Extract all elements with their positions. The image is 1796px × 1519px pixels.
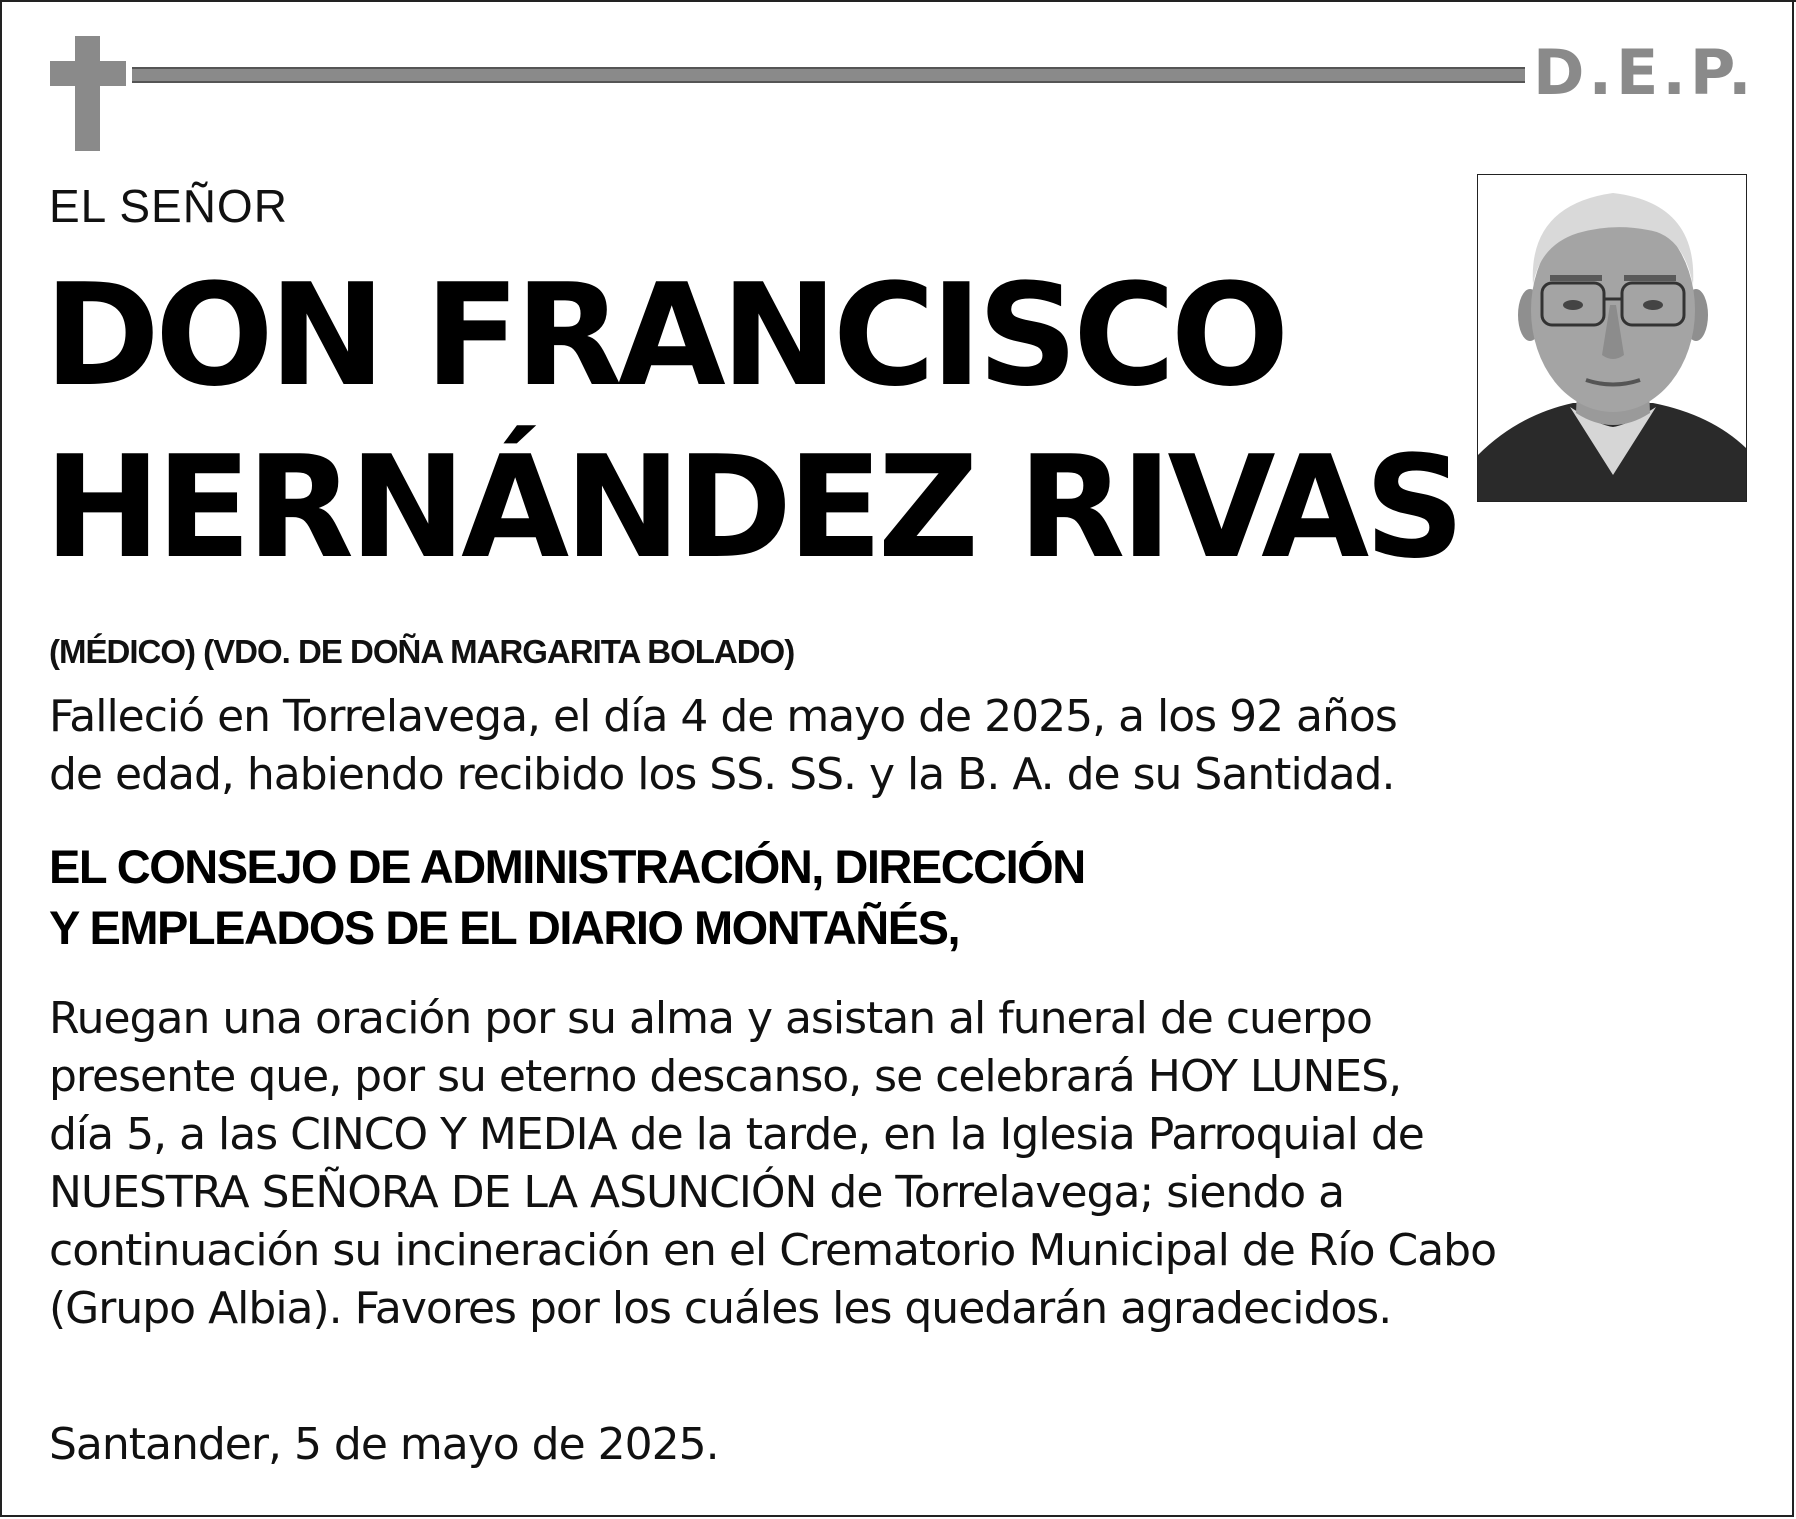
funeral-line: presente que, por su eterno descanso, se celebrará HOY LUNES, — [49, 1051, 1402, 1102]
portrait-image — [1478, 175, 1747, 502]
death-notice-line: de edad, habiendo recibido los SS. SS. y la B. A. de su Santidad. — [49, 749, 1395, 800]
death-notice — [49, 688, 1397, 804]
subtitle: (MÉDICO) (VDO. DE DOÑA MARGARITA BOLADO) — [49, 633, 795, 670]
organization-line: EL CONSEJO DE ADMINISTRACIÓN, DIRECCIÓN — [49, 840, 1085, 893]
death-notice-line: Falleció en Torrelavega, el día 4 de mayo de 2025, a los 92 años — [49, 691, 1397, 742]
funeral-line: (Grupo Albia). Favores por los cuáles les quedarán agradecidos. — [49, 1283, 1392, 1334]
header-rule — [132, 67, 1525, 83]
portrait-photo — [1477, 174, 1747, 502]
dep-label: D.E.P. — [1533, 36, 1756, 109]
name-line-1: DON FRANCISCO — [44, 254, 1285, 418]
deceased-name — [44, 250, 1473, 594]
cross-icon-bar — [50, 61, 126, 86]
organization — [49, 836, 1085, 958]
funeral-details — [49, 990, 1496, 1338]
closing-date: Santander, 5 de mayo de 2025. — [49, 1419, 719, 1470]
organization-line: Y EMPLEADOS DE EL DIARIO MONTAÑÉS, — [49, 901, 959, 954]
cross-icon — [75, 36, 100, 151]
funeral-line: NUESTRA SEÑORA DE LA ASUNCIÓN de Torrelavega; siendo a — [49, 1167, 1345, 1218]
funeral-line: Ruegan una oración por su alma y asistan al funeral de cuerpo — [49, 993, 1372, 1044]
funeral-line: continuación su incineración en el Crematorio Municipal de Río Cabo — [49, 1225, 1497, 1276]
funeral-line: día 5, a las CINCO Y MEDIA de la tarde, en la Iglesia Parroquial de — [49, 1109, 1424, 1160]
salutation: EL SEÑOR — [49, 180, 288, 232]
name-line-2: HERNÁNDEZ RIVAS — [44, 426, 1460, 590]
